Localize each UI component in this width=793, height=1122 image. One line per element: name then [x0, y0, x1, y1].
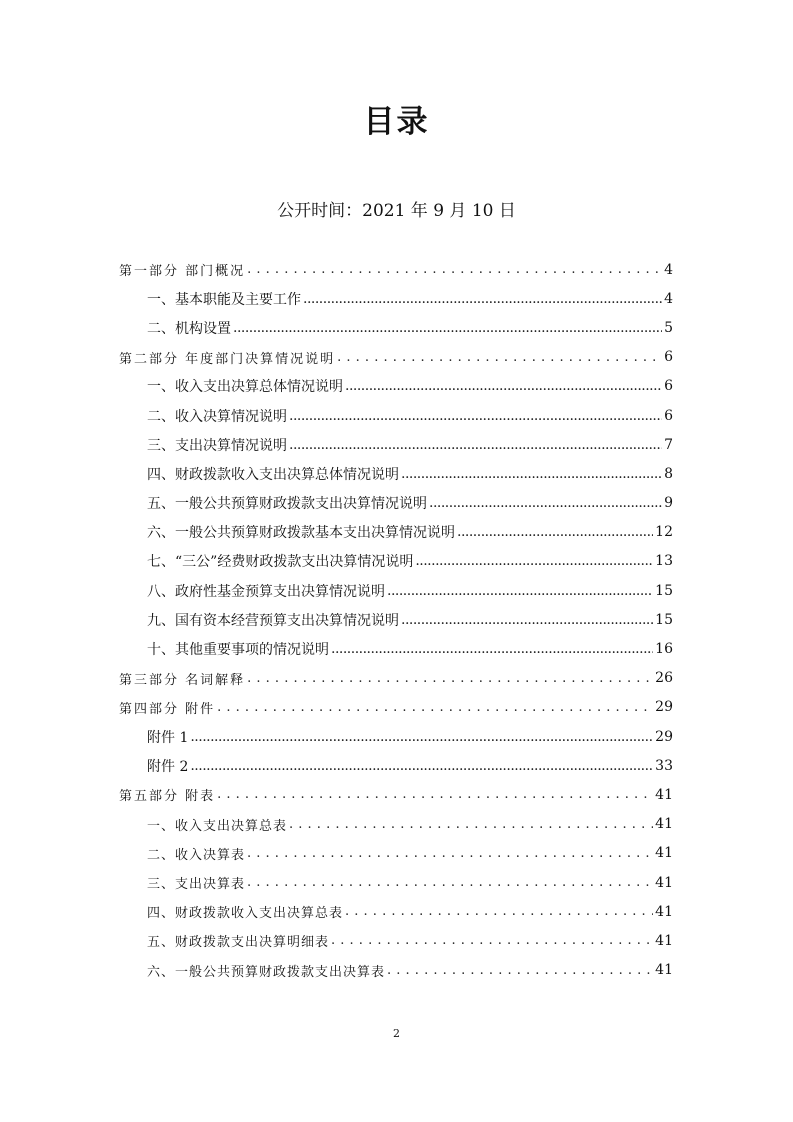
toc-leader-dots [289, 817, 653, 832]
toc-leader-dots [429, 495, 662, 511]
toc-leader-dots [289, 437, 662, 453]
toc-entry-title: 一、收入支出决算总表 [147, 818, 288, 834]
toc-leader-dots [247, 846, 653, 861]
toc-entry[interactable] [119, 547, 673, 576]
toc-entry[interactable] [119, 576, 673, 605]
toc-entry-title: 四、财政拨款收入支出决算总表 [147, 906, 344, 922]
toc-entry-title: 九、国有资本经营预算支出决算情况说明 [147, 612, 399, 629]
toc-entry-title: 第四部分 附件 [119, 701, 216, 717]
toc-entry[interactable] [119, 956, 673, 985]
toc-entry-page: 41 [655, 932, 673, 949]
toc-entry-title: 附件 2 [147, 758, 189, 775]
toc-entry-title: 三、支出决算表 [147, 877, 246, 893]
toc-entry-page: 7 [664, 436, 673, 453]
toc-entry-page: 4 [664, 261, 673, 278]
toc-leader-dots [190, 729, 653, 745]
toc-leader-dots [345, 904, 653, 919]
toc-entry-page: 41 [655, 816, 673, 833]
page-title: 目录 [363, 104, 430, 140]
toc-entry-title: 第五部分 附表 [119, 789, 216, 805]
toc-entry-title: 附件 1 [147, 729, 189, 746]
table-of-contents [119, 255, 673, 985]
toc-entry[interactable] [119, 343, 673, 372]
toc-entry-title: 七、“三公”经费财政拨款支出决算情况说明 [147, 554, 414, 571]
publish-date: 公开时间：2021 年 9 月 10 日 [277, 201, 516, 221]
toc-entry-title: 二、机构设置 [147, 320, 231, 337]
toc-entry-title: 第三部分 名词解释 [119, 672, 246, 688]
toc-entry-title: 二、收入决算情况说明 [147, 408, 287, 425]
toc-leader-dots [387, 583, 653, 599]
toc-leader-dots [415, 553, 653, 569]
toc-leader-dots [247, 671, 653, 686]
toc-leader-dots [401, 466, 662, 482]
toc-entry-page: 9 [664, 495, 673, 512]
toc-entry-title: 一、基本职能及主要工作 [147, 291, 301, 308]
page-number: 2 [393, 1027, 400, 1040]
toc-entry[interactable] [119, 868, 673, 897]
toc-entry[interactable] [119, 605, 673, 634]
toc-leader-dots [247, 875, 653, 890]
toc-leader-dots [345, 378, 662, 394]
toc-entry-page: 41 [655, 903, 673, 920]
toc-entry-page: 41 [655, 874, 673, 891]
toc-entry-page: 41 [655, 786, 673, 803]
toc-leader-dots [457, 524, 653, 540]
toc-entry[interactable] [119, 839, 673, 868]
toc-entry-title: 六、一般公共预算财政拨款支出决算表 [147, 964, 386, 980]
toc-entry-title: 一、收入支出决算总体情况说明 [147, 379, 343, 396]
toc-entry-page: 41 [655, 962, 673, 979]
toc-entry[interactable] [119, 459, 673, 488]
toc-entry-page: 13 [655, 553, 673, 570]
toc-leader-dots [387, 963, 653, 978]
toc-entry[interactable] [119, 810, 673, 839]
toc-entry-title: 六、一般公共预算财政拨款基本支出决算情况说明 [147, 525, 455, 542]
toc-entry-page: 41 [655, 845, 673, 862]
toc-entry[interactable] [119, 489, 673, 518]
toc-leader-dots [190, 758, 653, 774]
toc-entry[interactable] [119, 313, 673, 342]
toc-entry-page: 29 [655, 699, 673, 716]
toc-entry-page: 33 [655, 757, 673, 774]
toc-entry-page: 16 [655, 641, 673, 658]
toc-entry[interactable] [119, 751, 673, 780]
toc-leader-dots [247, 262, 662, 277]
toc-entry[interactable] [119, 634, 673, 663]
toc-entry-page: 4 [664, 290, 673, 307]
toc-entry[interactable] [119, 401, 673, 430]
toc-entry[interactable] [119, 372, 673, 401]
toc-entry[interactable] [119, 518, 673, 547]
toc-entry-page: 6 [664, 378, 673, 395]
toc-entry[interactable] [119, 693, 673, 722]
toc-entry-title: 三、支出决算情况说明 [147, 437, 287, 454]
toc-entry-page: 8 [664, 465, 673, 482]
toc-entry-title: 四、财政拨款收入支出决算总体情况说明 [147, 466, 399, 483]
toc-entry[interactable] [119, 926, 673, 955]
toc-entry-title: 八、政府性基金预算支出决算情况说明 [147, 583, 385, 600]
toc-entry-title: 第二部分 年度部门决算情况说明 [119, 351, 336, 367]
toc-leader-dots [217, 700, 653, 715]
toc-leader-dots [217, 787, 653, 802]
toc-entry[interactable] [119, 664, 673, 693]
toc-entry-page: 6 [664, 407, 673, 424]
toc-entry-title: 五、财政拨款支出决算明细表 [147, 935, 330, 951]
toc-leader-dots [331, 641, 653, 657]
toc-leader-dots [233, 320, 662, 336]
toc-entry[interactable] [119, 780, 673, 809]
toc-entry[interactable] [119, 897, 673, 926]
toc-entry-page: 6 [664, 349, 673, 366]
toc-entry-page: 12 [655, 524, 673, 541]
toc-leader-dots [331, 933, 653, 948]
toc-entry[interactable] [119, 430, 673, 459]
toc-entry[interactable] [119, 284, 673, 313]
toc-entry-title: 第一部分 部门概况 [119, 264, 246, 280]
toc-entry[interactable] [119, 722, 673, 751]
toc-entry-title: 十、其他重要事项的情况说明 [147, 642, 329, 659]
toc-entry[interactable] [119, 255, 673, 284]
toc-entry-page: 26 [655, 670, 673, 687]
toc-entry-page: 15 [655, 582, 673, 599]
toc-entry-page: 15 [655, 611, 673, 628]
toc-leader-dots [289, 408, 662, 424]
toc-leader-dots [401, 612, 653, 628]
toc-entry-page: 29 [655, 728, 673, 745]
toc-entry-page: 5 [664, 319, 673, 336]
toc-leader-dots [303, 291, 662, 307]
toc-leader-dots [337, 350, 662, 365]
toc-entry-title: 五、一般公共预算财政拨款支出决算情况说明 [147, 496, 427, 513]
toc-entry-title: 二、收入决算表 [147, 847, 246, 863]
